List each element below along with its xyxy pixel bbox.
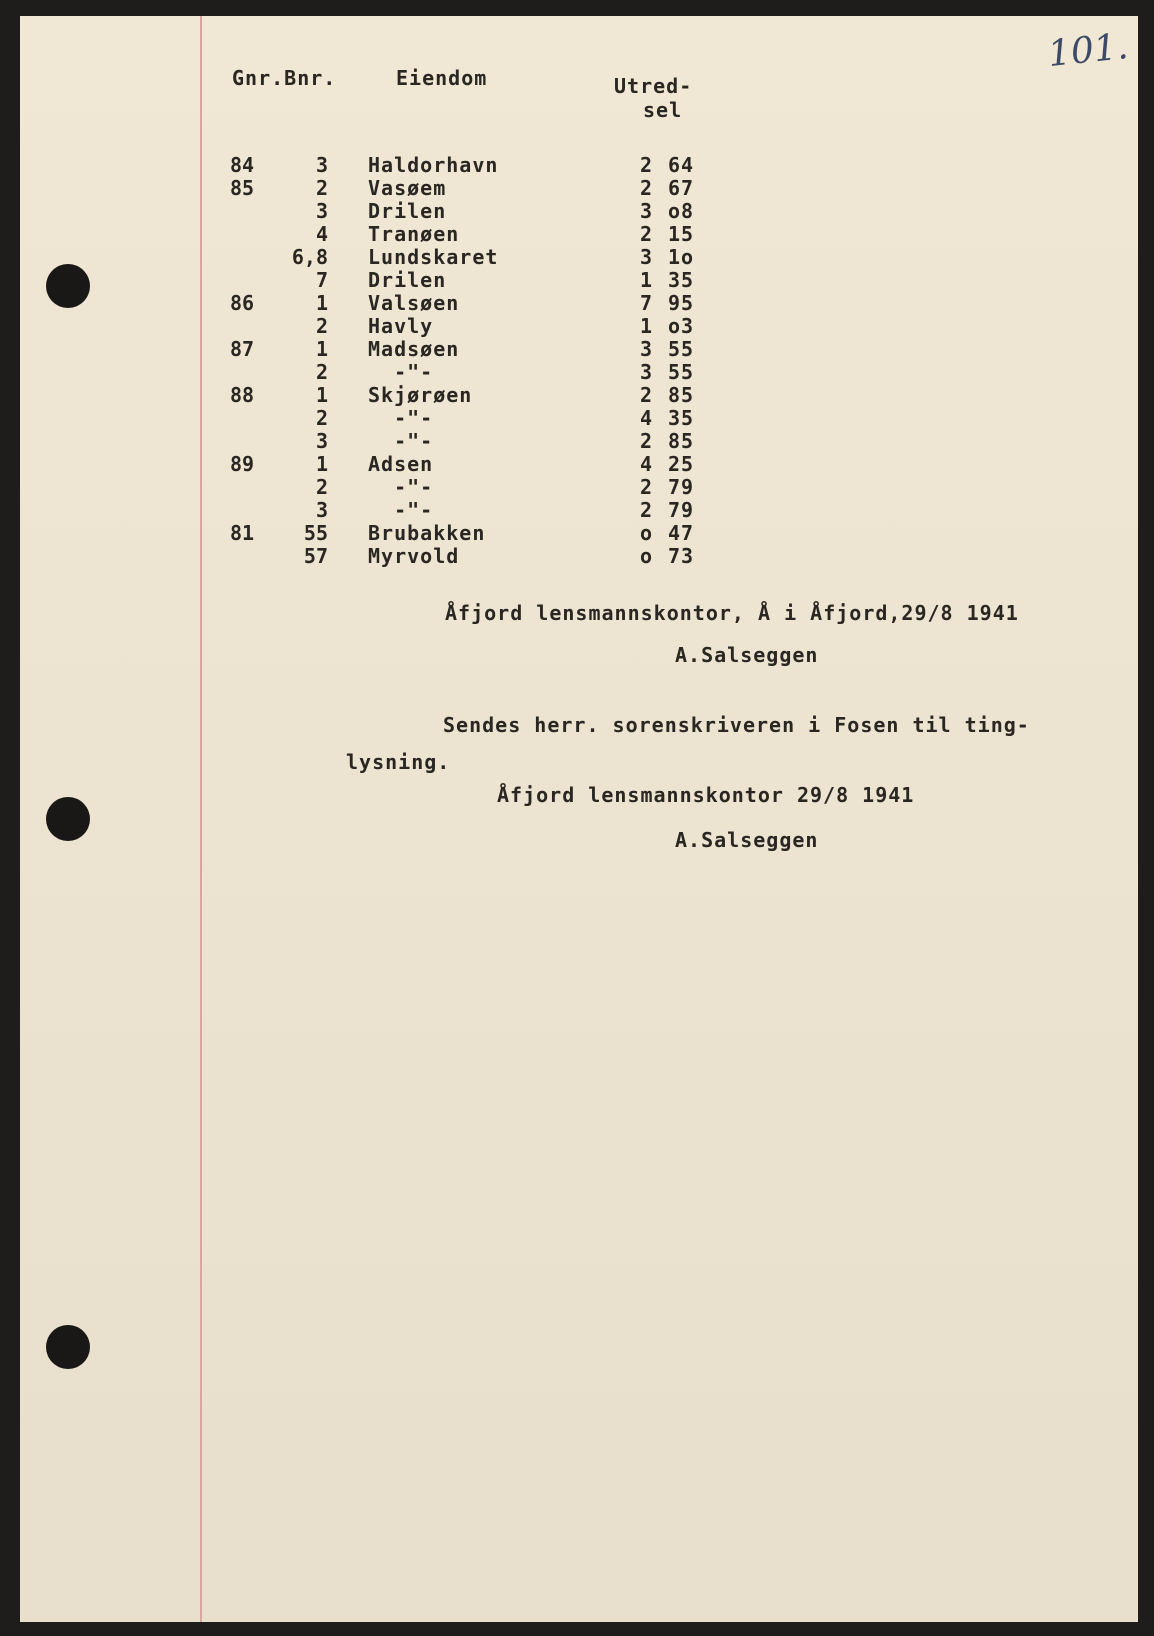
amount-ore-cell: 79 bbox=[668, 498, 695, 522]
table-row bbox=[0, 521, 1154, 544]
bnr-cell: 55 bbox=[303, 521, 328, 545]
amount-kroner-cell: 1 bbox=[639, 268, 652, 292]
table-row bbox=[0, 245, 1154, 268]
bnr-cell: 2 bbox=[315, 475, 328, 499]
amount-ore-cell: 73 bbox=[668, 544, 695, 568]
table-row bbox=[0, 498, 1154, 521]
table-row bbox=[0, 406, 1154, 429]
table-row bbox=[0, 452, 1154, 475]
amount-kroner-cell: o bbox=[639, 544, 652, 568]
amount-kroner-cell: 2 bbox=[639, 176, 652, 200]
amount-kroner-cell: 3 bbox=[639, 337, 652, 361]
table-row bbox=[0, 337, 1154, 360]
amount-ore-cell: 85 bbox=[668, 383, 695, 407]
place-date: Åfjord lensmannskontor, Å i Åfjord,29/8 1941 bbox=[445, 601, 1019, 625]
amount-ore-cell: 47 bbox=[668, 521, 695, 545]
amount-ore-cell: 35 bbox=[668, 406, 695, 430]
property-name-cell: Vasøem bbox=[368, 176, 447, 200]
amount-kroner-cell: 2 bbox=[639, 429, 652, 453]
place-date-2: Åfjord lensmannskontor 29/8 1941 bbox=[497, 783, 915, 807]
amount-kroner-cell: 7 bbox=[639, 291, 652, 315]
property-name-cell: Tranøen bbox=[368, 222, 460, 246]
bnr-cell: 1 bbox=[315, 337, 328, 361]
property-name-cell: -"- bbox=[368, 498, 434, 522]
signature: A.Salseggen bbox=[675, 643, 819, 667]
bnr-cell: 57 bbox=[303, 544, 328, 568]
property-name-cell: Haldorhavn bbox=[368, 153, 499, 177]
property-name-cell: Adsen bbox=[368, 452, 434, 476]
table-row bbox=[0, 429, 1154, 452]
header-utredsel-1: Utred- bbox=[614, 74, 693, 98]
gnr-cell: 81 bbox=[230, 521, 255, 545]
amount-ore-cell: 55 bbox=[668, 337, 695, 361]
bnr-cell: 4 bbox=[315, 222, 328, 246]
property-name-cell: -"- bbox=[368, 429, 434, 453]
property-name-cell: Madsøen bbox=[368, 337, 460, 361]
property-name-cell: Drilen bbox=[368, 199, 447, 223]
property-name-cell: Myrvold bbox=[368, 544, 460, 568]
table-row bbox=[0, 268, 1154, 291]
amount-kroner-cell: 4 bbox=[639, 406, 652, 430]
header-gnr-bnr: Gnr.Bnr. bbox=[232, 66, 337, 90]
property-name-cell: -"- bbox=[368, 475, 434, 499]
table-row bbox=[0, 199, 1154, 222]
property-name-cell: -"- bbox=[368, 406, 434, 430]
bnr-cell: 3 bbox=[315, 153, 328, 177]
amount-ore-cell: 25 bbox=[668, 452, 695, 476]
property-name-cell: Skjørøen bbox=[368, 383, 473, 407]
gnr-cell: 84 bbox=[230, 153, 255, 177]
bnr-cell: 3 bbox=[315, 498, 328, 522]
bnr-cell: 1 bbox=[315, 291, 328, 315]
header-utredsel-2: sel bbox=[643, 98, 683, 122]
bnr-cell: 3 bbox=[315, 429, 328, 453]
table-row bbox=[0, 222, 1154, 245]
table-row bbox=[0, 153, 1154, 176]
bnr-cell: 3 bbox=[315, 199, 328, 223]
table-row bbox=[0, 291, 1154, 314]
property-name-cell: Lundskaret bbox=[368, 245, 499, 269]
amount-ore-cell: 1o bbox=[668, 245, 695, 269]
table-row bbox=[0, 314, 1154, 337]
amount-kroner-cell: 3 bbox=[639, 360, 652, 384]
amount-kroner-cell: 3 bbox=[639, 199, 652, 223]
header-eiendom: Eiendom bbox=[396, 66, 488, 90]
amount-kroner-cell: 2 bbox=[639, 498, 652, 522]
bnr-cell: 2 bbox=[315, 314, 328, 338]
amount-kroner-cell: 2 bbox=[639, 475, 652, 499]
amount-ore-cell: 67 bbox=[668, 176, 695, 200]
bnr-cell: 1 bbox=[315, 383, 328, 407]
property-name-cell: Drilen bbox=[368, 268, 447, 292]
gnr-cell: 85 bbox=[230, 176, 255, 200]
property-name-cell: Brubakken bbox=[368, 521, 486, 545]
amount-ore-cell: 15 bbox=[668, 222, 695, 246]
amount-kroner-cell: 1 bbox=[639, 314, 652, 338]
property-name-cell: Havly bbox=[368, 314, 434, 338]
bnr-cell: 7 bbox=[315, 268, 328, 292]
table-row bbox=[0, 544, 1154, 567]
punch-hole bbox=[46, 1325, 90, 1369]
bnr-cell: 6,8 bbox=[291, 245, 328, 269]
table-row bbox=[0, 475, 1154, 498]
table-row bbox=[0, 383, 1154, 406]
amount-kroner-cell: 2 bbox=[639, 153, 652, 177]
gnr-cell: 86 bbox=[230, 291, 255, 315]
gnr-cell: 89 bbox=[230, 452, 255, 476]
forwarding-note-line2: lysning. bbox=[346, 750, 451, 774]
amount-ore-cell: 64 bbox=[668, 153, 695, 177]
gnr-cell: 88 bbox=[230, 383, 255, 407]
amount-ore-cell: 35 bbox=[668, 268, 695, 292]
bnr-cell: 1 bbox=[315, 452, 328, 476]
forwarding-note-line1: Sendes herr. sorenskriveren i Fosen til ting- bbox=[443, 713, 1030, 737]
amount-ore-cell: o8 bbox=[668, 199, 695, 223]
amount-ore-cell: 55 bbox=[668, 360, 695, 384]
bnr-cell: 2 bbox=[315, 406, 328, 430]
page-number: 101. bbox=[1046, 25, 1131, 76]
punch-hole bbox=[46, 797, 90, 841]
gnr-cell: 87 bbox=[230, 337, 255, 361]
amount-ore-cell: 95 bbox=[668, 291, 695, 315]
amount-kroner-cell: o bbox=[639, 521, 652, 545]
property-name-cell: -"- bbox=[368, 360, 434, 384]
bnr-cell: 2 bbox=[315, 176, 328, 200]
table-row bbox=[0, 176, 1154, 199]
bnr-cell: 2 bbox=[315, 360, 328, 384]
property-name-cell: Valsøen bbox=[368, 291, 460, 315]
amount-kroner-cell: 4 bbox=[639, 452, 652, 476]
amount-ore-cell: o3 bbox=[668, 314, 695, 338]
amount-kroner-cell: 3 bbox=[639, 245, 652, 269]
amount-ore-cell: 85 bbox=[668, 429, 695, 453]
signature-2: A.Salseggen bbox=[675, 828, 819, 852]
amount-ore-cell: 79 bbox=[668, 475, 695, 499]
amount-kroner-cell: 2 bbox=[639, 383, 652, 407]
table-row bbox=[0, 360, 1154, 383]
amount-kroner-cell: 2 bbox=[639, 222, 652, 246]
